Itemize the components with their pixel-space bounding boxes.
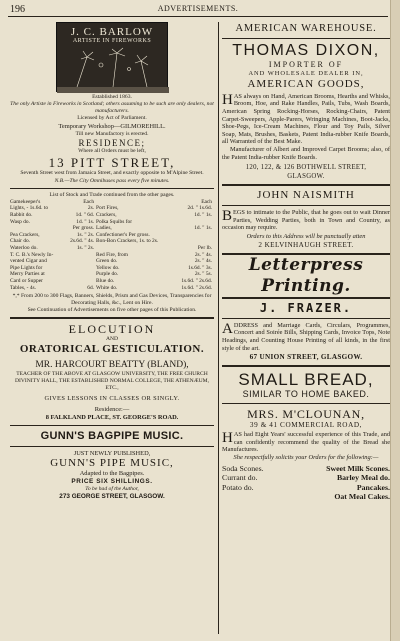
stock-row (10, 278, 214, 285)
stock-row (10, 265, 214, 272)
fireworks-illustration-icon (57, 47, 169, 93)
and-text: AND (105, 336, 119, 343)
kelvinhaugh-address: 2 KELVINHAUGH STREET. (258, 240, 354, 249)
stock-cell (64, 271, 96, 278)
oratorical-heading: ORATORICAL GESTICULATION. (19, 343, 205, 356)
frazer-description: ADDRESS and Marriage Cards, Circulars, Programmes, Concert and Soirée Bills, Shipping Cards, Invoice Tops, Note Headings, and Counting House Printing of all kinds, in the first style of the art. (222, 320, 390, 352)
stock-cell: Card or Supper (10, 277, 43, 284)
residence-label: Residence:— (94, 405, 130, 413)
left-column (10, 22, 214, 634)
stock-cell: Per gross. (72, 225, 95, 232)
stock-cell: 1s.6d. " 2s.6d. (181, 277, 212, 284)
stock-cell: Yellow do. (96, 264, 120, 271)
bread-item: Currant do. (222, 473, 258, 483)
union-street-address: 67 UNION STREET, GLASGOW. (249, 353, 363, 362)
bread-item: Soda Scones. (222, 463, 264, 473)
stock-row (10, 258, 214, 265)
stock-cell: 1d. " 1s. (194, 211, 212, 218)
drop-cap: A (222, 320, 233, 337)
mrs-mclounan-name: MRS. M'CLOUNAN, (247, 407, 365, 422)
stock-cell (96, 199, 173, 206)
divider (222, 403, 390, 404)
mclounan-description: HAS had Eight Years' successful experience of this Trade, and can confidently recommend the quality of the Bread she Manufactures. (222, 430, 390, 454)
stock-cell: vented Cigar and (10, 258, 47, 265)
bread-items-table (222, 464, 390, 502)
stock-cell: T. C. B.'s Newly In- (10, 251, 54, 258)
residence-heading: RESIDENCE; (78, 137, 146, 148)
drop-cap: B (222, 208, 233, 225)
similar-to-home-baked: SIMILAR TO HOME BAKED. (242, 389, 370, 400)
stock-cell: Merry Parties at (10, 271, 45, 278)
established-text: Established 1863. (92, 94, 132, 100)
stock-cell: 2s.6d. " 4s. (70, 238, 95, 245)
stock-row (10, 205, 214, 212)
divider (222, 318, 390, 319)
divider (222, 38, 390, 39)
temporary-workshop: Temporary Workshop—GILMOREHILL. (58, 123, 166, 130)
bread-item-row (222, 492, 390, 502)
page-number: 196 (10, 4, 25, 15)
divider (10, 446, 214, 447)
where-orders-text: Where all Orders must be left, (78, 147, 146, 154)
stock-cell (96, 245, 173, 252)
stock-row (10, 225, 214, 232)
stock-cell: 1d. " 6d. (75, 211, 95, 218)
stock-cell: 2s. (87, 205, 95, 212)
letterpress-printing-heading: Letterpress Printing. (222, 253, 390, 299)
stock-row (10, 285, 214, 292)
gives-lessons-text: GIVES LESSONS IN CLASSES OR SINGLY. (44, 395, 180, 403)
bread-item: Oat Meal Cakes. (334, 492, 390, 502)
stock-cell: Crackers, (96, 211, 117, 218)
right-column (222, 22, 390, 634)
stock-cell: Chair do. (10, 238, 31, 245)
stock-cell: Per lb. (197, 244, 212, 251)
stock-cell (64, 252, 96, 259)
goods-description: HAS always on Hand, American Brooms, Hearths and Whisks, Broom, Hoe, and Rake Handles, Pails, Tubs, Wash Boards, American Spring Rocking-Horses, Rocking-Chairs, Patent Carpet-Sweepers, Apple-Parers, Wringing Machines, Boot-Jacks, Shoe-Pegs, Ice-Cream Machines, Flour and Toy Pails, Silver Soap, Mats, Brushes, Baskets, Patent India-rubber Knife Boards, all Warranted of the Best Make. (222, 91, 390, 146)
bread-item: Potato do. (222, 482, 254, 492)
solicit-orders-text: She respectfully solicits your Orders for the following:— (233, 453, 379, 461)
drop-cap: H (222, 91, 233, 108)
stock-cell: 1s. " 2s. (76, 231, 95, 238)
stock-row (10, 232, 214, 239)
stock-cell: 6d. (87, 284, 95, 291)
stock-cell: Blue do. (96, 277, 115, 284)
stock-cell (10, 225, 64, 232)
logo-name: J. C. BARLOW (70, 26, 154, 38)
omnibus-note: N.B.—The City Omnibuses pass every five minutes. (54, 177, 170, 184)
stock-cell: Waterloo do. (10, 244, 38, 251)
teacher-credentials: TEACHER OF THE ABOVE AT GLASGOW UNIVERSITY, THE FREE CHURCH DIVINITY HALL, THE ESTABLISHED NORMAL COLLEGE, THE ATHENÆUM, ETC., (14, 371, 210, 392)
stock-row (10, 245, 214, 252)
pitt-street-address: 13 PITT STREET, (48, 154, 176, 170)
harcourt-beatty-name: MR. HARCOURT BEATTY (BLAND), (35, 360, 189, 371)
manufacturer-text: Manufacturer of Albert and Improved Carpet Brooms; also, of the Patent India-rubber Knife Boards. (222, 145, 390, 161)
page-title: ADVERTISEMENTS. (157, 4, 239, 13)
wholesale-text: AND WHOLESALE DEALER IN, (248, 70, 364, 77)
stock-cell (173, 219, 214, 226)
logo-tagline: ARTISTE IN FIREWORKS (72, 38, 152, 44)
stock-cell: Gamekeeper's (10, 198, 41, 205)
stock-cell: Pipe Lights for (10, 264, 43, 271)
stock-cell: Polka Squibs for (96, 218, 132, 225)
bread-item: Pancakes. (356, 482, 390, 492)
price-text: PRICE SIX SHILLINGS. (71, 478, 153, 486)
drop-cap: H (222, 430, 233, 447)
bread-item: Sweet Milk Scones. (326, 463, 390, 473)
stock-cell (173, 238, 214, 245)
stock-cell: 1d. " 1s. (194, 225, 212, 232)
bothwell-street-address: 120, 122, & 126 BOTHWELL STREET, (245, 164, 367, 172)
stock-cell: Ladies, (96, 225, 112, 232)
stock-cell (64, 265, 96, 272)
divider (222, 205, 390, 206)
thomas-dixon-name: THOMAS DIXON, (232, 42, 380, 59)
gunns-bagpipe-heading: GUNN'S BAGPIPE MUSIC. (40, 429, 184, 442)
glasgow-text: GLASGOW. (287, 173, 325, 181)
stock-cell: Port Fires, (96, 205, 119, 212)
gunns-pipe-music-title: GUNN'S PIPE MUSIC, (50, 457, 174, 470)
naismith-description: BEGS to intimate to the Public, that he goes out to wait Dinner Parties, Wedding Parties, both in Town and Country, as occasion may require. (222, 208, 390, 232)
divider (222, 184, 390, 186)
stock-cell: Bon-Bon Crackers, 1s. to 2s. (96, 238, 159, 245)
bread-item-row (222, 483, 390, 493)
stock-cell: Lights, - 1s.6d. to (10, 205, 49, 212)
barlow-logo (56, 22, 168, 92)
just-published-text: JUST NEWLY PUBLISHED, (73, 449, 151, 457)
bread-item-row (222, 473, 390, 483)
divider (10, 188, 214, 189)
falkland-place-address: 8 FALKLAND PLACE, ST. GEORGE'S ROAD. (45, 413, 179, 421)
stock-row (10, 252, 214, 259)
stock-cell: Confectioner's Per gross. (96, 231, 150, 238)
divider (10, 425, 214, 426)
stock-cell: Each (83, 198, 95, 205)
stock-cell: 1s.6d. " 3s. (188, 264, 212, 271)
stock-cell: Purple do. (96, 271, 119, 278)
commercial-road-address: 39 & 41 COMMERCIAL ROAD, (249, 421, 363, 430)
stock-cell (173, 232, 214, 239)
stock-row (10, 212, 214, 219)
stock-cell (64, 258, 96, 265)
adapted-text: Adapted to the Bagpipes. (79, 470, 145, 478)
stock-cell: White do. (96, 284, 118, 291)
stock-cell: 1s. " 2s. (76, 244, 95, 251)
divider (10, 317, 214, 319)
stock-cell: Red Fire, from (96, 251, 128, 258)
page-header (8, 3, 388, 17)
seventh-street-text: Seventh Street west from Jamaica Street, and exactly opposite to M'Alpine Street. (20, 169, 204, 176)
george-street-address: 273 GEORGE STREET, GLASGOW. (59, 492, 165, 500)
till-new-manufactory: Till new Manufactory is erected. (75, 130, 149, 137)
stock-cell: Pea Crackers, (10, 231, 40, 238)
stock-price-table (10, 199, 214, 291)
divider (222, 365, 390, 367)
flags-note: *,* From 200 to 300 Flags, Banners, Shields, Prism and Gas Devices, Transparencies for Decorating Halls, &c., Lent on Hire. (12, 293, 212, 307)
to-be-had-text: To be had of the Author, (85, 485, 139, 492)
bread-item: Barley Meal do. (336, 473, 390, 483)
stock-row (10, 199, 214, 206)
stock-cell: Wasp do. (10, 218, 30, 225)
stock-row (10, 219, 214, 226)
stock-cell: Each (201, 198, 212, 205)
small-bread-heading: SMALL BREAD, (238, 370, 374, 390)
stock-cell: 1s.6d. " 2s.6d. (181, 284, 212, 291)
american-goods-heading: AMERICAN GOODS, (247, 77, 365, 90)
american-warehouse-heading: AMERICAN WAREHOUSE. (235, 23, 377, 34)
stock-row (10, 238, 214, 245)
bread-item (222, 492, 288, 502)
stock-cell: Green do. (96, 258, 118, 265)
only-artiste-text: The only Artiste in Fireworks in Scotland; others assuming to be such are only dealers, not manufacturers. (10, 101, 214, 114)
john-naismith-name: JOHN NAISMITH (257, 189, 355, 202)
frazer-name: J. FRAZER. (259, 300, 353, 315)
stock-cell: Rabbit do. (10, 211, 33, 218)
stock-cell: 2s. " 4s. (194, 251, 212, 258)
see-continuation-note: See Continuation of Advertisements on five other pages of this Publication. (27, 307, 197, 314)
stock-cell (64, 278, 96, 285)
stock-cell: 1d. " 1s. (76, 218, 95, 225)
adjacent-page-edge (390, 0, 400, 641)
bread-item-row (222, 464, 390, 474)
licensed-text: Licensed by Act of Parliament. (77, 115, 147, 121)
orders-note: Orders to this Address will be punctually atten (246, 232, 366, 240)
importer-of-text: IMPORTER OF (268, 60, 344, 69)
column-divider (218, 22, 219, 634)
stock-list-intro: List of Stock and Trade continued from the other pages. (49, 191, 175, 198)
stock-cell: 2d. " 1s.6d. (187, 205, 212, 212)
stock-cell: Tables, - 4s. (10, 284, 36, 291)
elocution-heading: ELOCUTION (68, 322, 156, 337)
stock-cell: 2s. " 4s. (194, 258, 212, 265)
stock-row (10, 271, 214, 278)
stock-cell: 2s. " 5s. (194, 271, 212, 278)
